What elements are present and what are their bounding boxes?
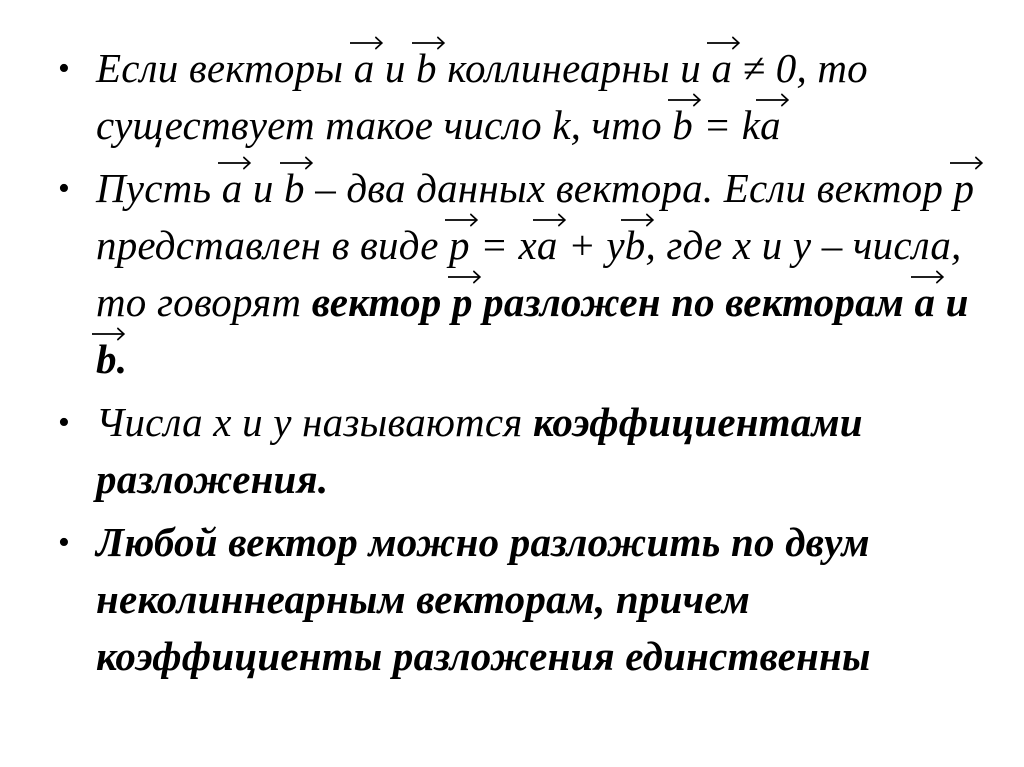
bullet-text: представлен в виде — [96, 222, 450, 268]
vector-letter: b — [416, 45, 437, 91]
vector-letter: a — [760, 102, 781, 148]
vector-letter: p — [953, 165, 975, 211]
bullet-dot-icon: • — [58, 170, 71, 207]
bullet-item — [56, 394, 986, 508]
vector-letter: a — [536, 222, 558, 268]
vector-symbol — [625, 217, 646, 274]
vector-symbol — [672, 97, 693, 154]
vector-letter: a — [353, 45, 375, 91]
vector-symbol — [711, 40, 732, 97]
bullet-text: = x — [469, 222, 537, 268]
vector-symbol — [954, 160, 975, 217]
vector-symbol — [96, 331, 117, 388]
bullet-text: , где x и y – числа, то говорят — [96, 222, 962, 325]
bullet-item — [56, 40, 986, 154]
bold-text: . — [116, 336, 128, 382]
vector-letter: p — [449, 222, 470, 268]
bullet-text: ≠ 0, то существует такое число k, что — [96, 45, 868, 148]
bullet-text: коллинеарны и — [436, 45, 712, 91]
bold-text: коэффициентами разложения. — [96, 399, 863, 502]
vector-symbol — [354, 40, 375, 97]
bullet-dot-icon: • — [58, 50, 71, 87]
vector-symbol — [760, 97, 781, 154]
vector-letter: b — [624, 222, 646, 268]
vector-symbol — [452, 274, 473, 331]
bullet-item — [56, 514, 986, 685]
vector-letter: b — [284, 165, 305, 211]
bold-text: вектор — [311, 279, 452, 325]
vector-symbol — [915, 274, 936, 331]
bullet-text: + y — [557, 222, 625, 268]
bullet-text: – два данных вектора. Если вектор — [304, 165, 954, 211]
bold-text: Любой вектор можно разложить по двум неколиннеарным векторам, причем коэффициенты разложения единственны — [96, 519, 871, 679]
bullet-list — [56, 40, 986, 691]
vector-letter: a — [221, 165, 243, 211]
vector-letter: p — [451, 279, 473, 325]
vector-letter: a — [711, 45, 733, 91]
bullet-dot-icon: • — [58, 404, 71, 441]
vector-letter: b — [96, 336, 117, 382]
vector-symbol — [537, 217, 558, 274]
vector-letter: a — [914, 279, 936, 325]
bullet-dot-icon: • — [58, 524, 71, 561]
bullet-text: Если векторы — [96, 45, 354, 91]
bullet-text: Пусть — [96, 165, 222, 211]
vector-symbol — [449, 217, 470, 274]
bullet-text: и — [242, 165, 285, 211]
vector-symbol — [222, 160, 243, 217]
bold-text: разложен по векторам — [472, 279, 915, 325]
bullet-text: = k — [692, 102, 761, 148]
vector-letter: b — [672, 102, 693, 148]
bullet-text: и — [374, 45, 417, 91]
bullet-text: Числа x и y называются — [96, 399, 533, 445]
bold-text: и — [935, 279, 969, 325]
vector-symbol — [284, 160, 305, 217]
vector-symbol — [416, 40, 437, 97]
bullet-item — [56, 160, 986, 388]
